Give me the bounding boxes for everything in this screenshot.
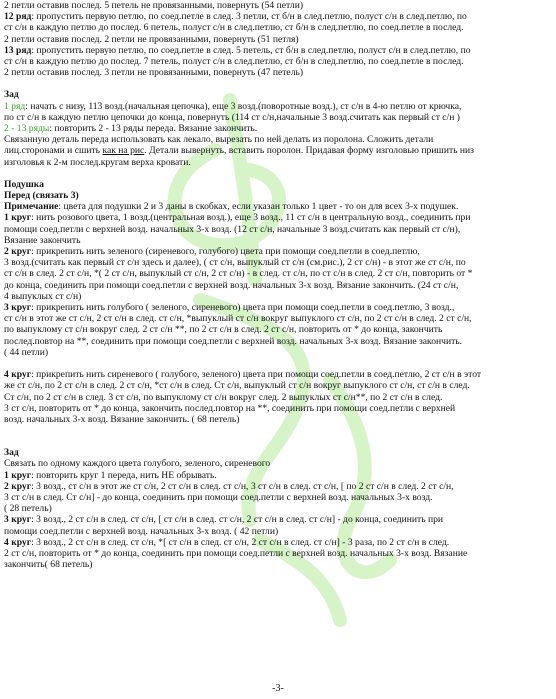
line-text: ст с/н в этот же ст с/н, 2 ст с/н в след. ст с/н, *выпуклый ст с/н вокруг выпуклого ст с/н, по 2 ст с/н в след. 2 ст с/н, [4,313,472,325]
text-line [4,112,552,123]
line-text: закончить( 68 петель) [4,559,93,571]
pered-heading: Перед (связать 3) [4,190,79,202]
figure-link: как на рис [102,145,145,157]
text-line [4,67,552,78]
row-label: 1 ряд [4,100,26,112]
line-text: 4 выпуклых ст с/н) [4,290,82,302]
text-line [4,235,552,246]
line-text: до конца, соединить при помощи соед.петли с верхней возд. начальных 3-х возд. Вязание закончить. (24 ст с/н, [4,279,459,291]
round-label: 1 круг [4,469,32,481]
line-text: : прикрепить нить сиреневого ( голубого, зеленого) цвета при помощи соед.петли в соед.петлю, 2 ст с/н в этот [31,369,482,381]
text-line [4,392,552,403]
line-text: по выпуклому ст с/н вокруг след. 2 ст с/н **, по 2 ст с/н в след. 2 ст с/н, повторить от * до конца, закончить [4,324,443,336]
text-line [4,291,552,302]
round-label: 4 круг [4,536,32,548]
row-label: 13 ряд [4,44,32,56]
text-line [4,123,552,134]
podushka-heading: Подушка [4,178,44,190]
line-text: : 3 возд., 2 ст с/н в след. ст с/н, *[ ст с/н в след. ст с/н, 2 ст с/н в след. ст с/н] - 3 раза, по 2 ст с/н в след. [31,536,450,548]
line-text: помощи соед.петли с верхней возд. начальных 3-х возд. (12 ст с/н, начальные 3 возд.считать как первый ст с/н), [4,223,461,235]
note-line [4,201,552,212]
text-line [4,347,552,358]
zad2-heading: Зад [4,447,19,459]
line-text: : пропустить первую петлю, по соед.петле в след. 3 петли, ст б/н в след.петлю, полуст с/н в след.петлю, по [31,11,467,23]
zad-heading: Зад [4,89,19,101]
text-line [4,481,552,492]
round-label: 4 круг [4,369,32,381]
text-line [4,470,552,481]
line-text: 3 возд.(считать как первый ст с/н здесь и далее), ( ст с/н, выпуклый ст с/н (см.рис.), 2 ст с/н) - в этот же ст с/н, по [4,257,466,269]
line-text: ( 28 петель) [4,503,52,515]
text-line [4,503,552,514]
line-text: 2 петли оставив послед. 5 петель не провязанными, повернуть (54 петли) [4,0,304,11]
text-line [4,514,552,525]
line-text: Вязание закончить [4,234,81,246]
text-line [4,526,552,537]
text-line [4,302,552,313]
line-text: . Детали вывернуть, вставить поролон. Придавая форму изголовью пришить низ [144,145,474,157]
line-text: 2 ст с/н, повторить от * до конца, соединить при помощи соед.петли с верхней возд. начальных 3-х возд. Вязание [4,547,468,559]
text-line [4,0,552,11]
round-label: 3 круг [4,302,32,314]
text-line [4,324,552,335]
line-text: ст с/н в каждую петлю до послед. 7 петель, полуст с/н в след.петлю, ст б/н в след.петлю, по соед.петле в послед. [4,56,464,68]
line-text: ( 44 петли) [4,346,49,358]
line-text: 3 ст с/н в след. Ст с/н] - до конца, соединить при помощи соед.петли с верхней возд. начальных 3-х возд. [4,491,433,503]
line-text: изголовья к 2-м послед.кругам верха кровати. [4,156,191,168]
text-line [4,414,552,425]
line-text: возд. начальных 3-х возд. Вязание закончить. ( 68 петель) [4,413,240,425]
line-text: Связанную деталь переда использовать как лекало, вырезать по ней делать из поролона. Сложить детали [4,134,434,146]
line-text: 3 ст с/н, повторить от * до конца, закончить послед.повтор на **, соединить при помощи соед.петли с верхней [4,402,456,414]
round-label: 1 круг [4,212,32,224]
text-line [4,212,552,223]
line-text: ст с/н в каждую петлю до послед. 6 петель, полуст с/н в след.петлю, ст б/н в след.петлю, по соед.петле в послед. [4,22,464,34]
line-text: : 3 возд., ст с/н в этот же ст с/н, 2 ст с/н в след. ст с/н, 3 ст с/н в след. ст с/н, [ по 2 ст с/н в след. 2 ст с/н, [31,480,454,492]
line-text: : прикрепить нить голубого ( зеленого, сиреневого) цвета при помощи соед.петли в соед.петлю, 3 возд., [31,302,455,314]
line-text: Ст с/н, по 2 ст с/н в след. 3 ст с/н, по выпуклому ст с/н вокруг след. 2 выпуклых ст с/н**, по 2 ст с/н в след. [4,391,443,403]
text-line [4,380,552,391]
row-label: 2 - 13 ряды [4,123,50,135]
text-line [4,145,552,156]
line-text: же ст с/н, по 2 ст с/н в след. 2 ст с/н, *ст с/н в след. Ст с/н, выпуклый ст с/н вокруг выпуклого ст с/н, ст с/н в след. [4,380,470,392]
section-zad-rows [4,101,552,168]
line-text: : начать с низу, 113 возд.(начальная цепочка), еще 3 возд.(поворотные возд.), ст с/н в 4-ю петлю от крючка, [25,100,462,112]
text-line [4,22,552,33]
line-text: : нить розового цвета, 1 возд.(центральная возд.), еще 3 возд., 11 ст с/н в центральную возд., соединить при [31,212,471,224]
section-pered-round-4 [4,369,552,425]
line-text: по ст с/н в каждую петлю цепочки до конца, повернуть (114 ст с/н,начальные 3 возд.считать как первый ст с/н ) [4,111,460,123]
zad2-intro: Связать по одному каждого цвета голубого, зеленого, сиреневого [4,458,271,470]
section-pered-rounds [4,212,552,358]
text-line [4,403,552,414]
round-label: 2 круг [4,480,32,492]
row-label: 12 ряд [4,11,32,23]
text-line [4,257,552,268]
round-label: 2 круг [4,246,32,258]
text-line [4,224,552,235]
text-line [4,56,552,67]
text-line [4,492,552,503]
text-line [4,369,552,380]
text-line [4,246,552,257]
text-line [4,157,552,168]
line-text: 2 петли оставив послед. 3 петли не провязанными, повернуть (47 петель) [4,67,304,79]
text-line [4,134,552,145]
text-line [4,11,552,22]
line-text: : повторить 2 - 13 ряды переда. Вязание закончить. [49,123,258,135]
round-label: 3 круг [4,514,32,526]
line-text: помощи соед.петли с верхней возд. начальных 3-х возд. ( 42 петли) [4,525,279,537]
document-body [4,0,552,570]
line-text: : 3 возд., 2 ст с/н в след. ст с/н, [ ст с/н в след. ст с/н, 2 ст с/н в след. ст с/н] - до конца, соединить при [31,514,444,526]
text-line [4,45,552,56]
section-zad2-rounds [4,470,552,571]
text-line [4,336,552,347]
line-text: : пропустить первую петлю, по соед.петле в след. 5 петель, ст б/н в след.петлю, полуст с/н в след.петлю, по [31,44,471,56]
text-line [4,537,552,548]
line-text: 2 петли оставив послед. 2 петли не провязанными, повернуть (51 петля) [4,33,299,45]
line-text: : повторить круг 1 переда, нить НЕ обрывать. [31,469,217,481]
line-text: ст с/н в след. 2 ст с/н, *( 2 ст с/н, выпуклый ст с/н, 2 ст с/н) - в след. ст с/н, по ст с/н в след. 2 ст с/н, повторить от * [4,268,473,280]
text-line [4,268,552,279]
text-line [4,101,552,112]
text-line [4,280,552,291]
text-line [4,313,552,324]
text-line [4,559,552,570]
line-text: послед.повтор на **, соединить при помощи соед.петли с верхней возд. начальных 3-х возд. Вязание закончить. [4,335,463,347]
note-text: : цвета для подушки 2 и 3 даны в скобках, если указан только 1 цвет - то он для всех 3-х подушек. [58,201,459,213]
text-line [4,548,552,559]
section-rows-12-13 [4,0,552,78]
line-text: лиц.сторонами и сшить [4,145,103,157]
line-text: : прикрепить нить зеленого (сиреневого, голубого) цвета при помощи соед.петли в соед.петлю, [31,246,420,258]
note-label: Примечание [4,201,59,213]
text-line [4,34,552,45]
page-number: -3- [272,683,284,694]
